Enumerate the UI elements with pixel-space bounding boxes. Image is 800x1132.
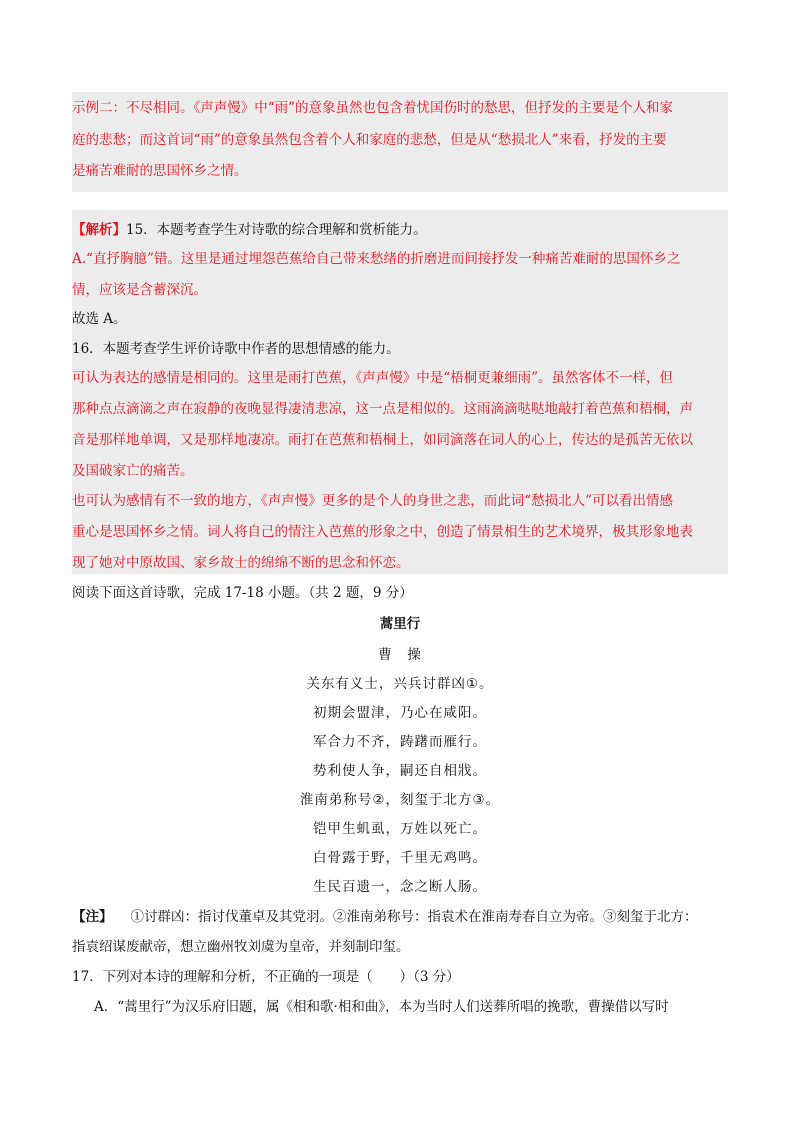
notes-tag: 【注】 bbox=[72, 909, 113, 925]
analysis-line-7: 那种点点滴滴之声在寂静的夜晚显得凄清悲凉，这一点是相似的。这雨滴滴哒哒地敲打着芭蕉和梧桐，声 bbox=[72, 401, 693, 417]
analysis-line-12: 现了她对中原故国、家乡故士的绵绵不断的思念和怀恋。 bbox=[72, 555, 410, 571]
poem-title: 蒿里行 bbox=[379, 616, 421, 632]
answer-line-3: 是痛苦难耐的思国怀乡之情。 bbox=[72, 163, 248, 179]
analysis-line-5: 16．本题考查学生评价诗歌中作者的思想情感的能力。 bbox=[72, 341, 400, 357]
poem-line-5: 淮南弟称号②，刻玺于北方③。 bbox=[299, 792, 501, 808]
poem-line-4: 势利使人争，嗣还自相戕。 bbox=[313, 763, 487, 779]
poem-author: 曹 操 bbox=[378, 647, 422, 663]
analysis-line-6: 可认为表达的感情是相同的。这里是雨打芭蕉，《声声慢》中是“梧桐更兼细雨”。虽然客体不一样，但 bbox=[72, 370, 674, 386]
analysis-line-8: 音是那样地单调，又是那样地凄凉。雨打在芭蕉和梧桐上，如同滴落在词人的心上，传达的是孤苦无依以 bbox=[72, 432, 693, 448]
analysis-line-3: 情，应该是含蓄深沉。 bbox=[72, 282, 207, 298]
poem-line-6: 铠甲生虮虱，万姓以死亡。 bbox=[313, 821, 487, 837]
question-17-stem: 17．下列对本诗的理解和分析，不正确的一项是（ ）（3 分） bbox=[72, 969, 460, 985]
question-17-option-a: A．“蒿里行”为汉乐府旧题，属《相和歌·相和曲》，本为当时人们送葬所唱的挽歌，曹操借以写时 bbox=[94, 999, 669, 1015]
poem-line-8: 生民百遗一，念之断人肠。 bbox=[313, 879, 487, 895]
analysis-line-10: 也可认为感情有不一致的地方，《声声慢》更多的是个人的身世之悲，而此词“愁损北人”可以看出情感 bbox=[72, 493, 674, 509]
analysis-heading bbox=[72, 220, 427, 240]
analysis-line-1: 15．本题考查学生对诗歌的综合理解和赏析能力。 bbox=[126, 222, 427, 238]
answer-line-1: 示例二：不尽相同。《声声慢》中“雨”的意象虽然也包含着忧国伤时的愁思，但抒发的主要是个人和家 bbox=[72, 100, 674, 116]
notes-text-1: ①讨群凶：指讨伐董卓及其党羽。②淮南弟称号：指袁术在淮南寿春自立为帝。③刻玺于北方： bbox=[130, 909, 698, 925]
poem-line-7: 白骨露于野，千里无鸡鸣。 bbox=[313, 850, 487, 866]
analysis-line-4: 故选 A。 bbox=[72, 311, 127, 327]
analysis-line-2: A.“直抒胸臆”错。这里是通过埋怨芭蕉给自己带来愁绪的折磨进而间接抒发一种痛苦难耐的思国怀乡之 bbox=[72, 251, 681, 267]
analysis-tag: 【解析】 bbox=[72, 222, 126, 238]
poem-line-2: 初期会盟津，乃心在咸阳。 bbox=[313, 705, 487, 721]
notes-line-1 bbox=[72, 907, 698, 927]
analysis-line-9: 及国破家亡的痛苦。 bbox=[72, 463, 194, 479]
reading-instruction: 阅读下面这首诗歌，完成 17-18 小题。（共 2 题，9 分） bbox=[72, 585, 413, 601]
notes-line-2: 指袁绍谋废献帝，想立幽州牧刘虞为皇帝，并刻制印玺。 bbox=[72, 939, 410, 955]
analysis-line-11: 重心是思国怀乡之情。词人将自己的情注入芭蕉的形象之中，创造了情景相生的艺术境界，极其形象地表 bbox=[72, 524, 693, 540]
answer-line-2: 庭的悲愁；而这首词“雨”的意象虽然包含着个人和家庭的悲愁，但是从“愁损北人”来看，抒发的主要 bbox=[72, 132, 667, 148]
poem-line-3: 军合力不齐，踌躇而雁行。 bbox=[313, 734, 487, 750]
poem-line-1: 关东有义士，兴兵讨群凶①。 bbox=[306, 676, 494, 692]
